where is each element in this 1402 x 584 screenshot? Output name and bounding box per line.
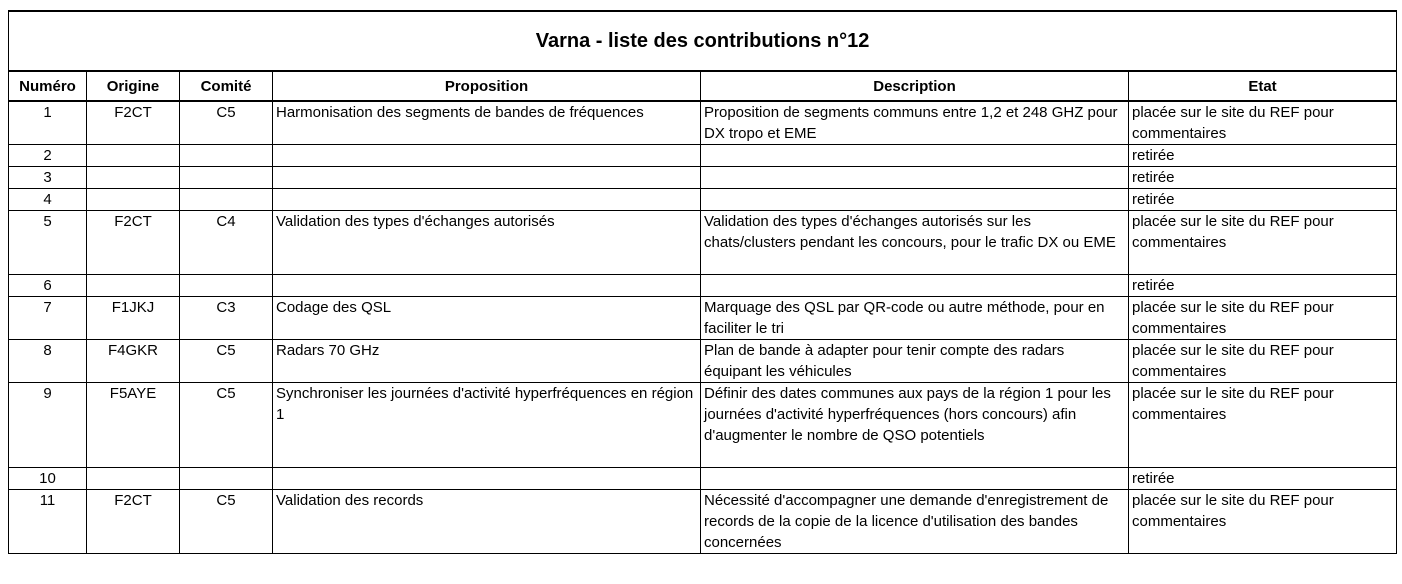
- cell-comite: C5: [180, 101, 273, 145]
- cell-comite: C4: [180, 211, 273, 275]
- cell-etat: retirée: [1129, 189, 1397, 211]
- cell-etat: placée sur le site du REF pour commentaires: [1129, 383, 1397, 468]
- cell-proposition: [273, 468, 701, 490]
- cell-origine: F2CT: [87, 211, 180, 275]
- cell-numero: 6: [9, 275, 87, 297]
- cell-origine: [87, 145, 180, 167]
- contributions-sheet: [8, 10, 1396, 554]
- cell-description: Définir des dates communes aux pays de la région 1 pour les journées d'activité hyperfréquences (hors concours) afin d'augmenter le nombre de QSO potentiels: [701, 383, 1129, 468]
- column-header-origine: Origine: [87, 71, 180, 101]
- column-header-proposition: Proposition: [273, 71, 701, 101]
- cell-numero: 1: [9, 101, 87, 145]
- cell-numero: 7: [9, 297, 87, 340]
- cell-comite: C5: [180, 490, 273, 554]
- cell-description: Marquage des QSL par QR-code ou autre méthode, pour en faciliter le tri: [701, 297, 1129, 340]
- column-header-comite: Comité: [180, 71, 273, 101]
- title-row: [9, 11, 1397, 71]
- column-header-numero: Numéro: [9, 71, 87, 101]
- cell-description: Nécessité d'accompagner une demande d'enregistrement de records de la copie de la licence d'utilisation des bandes concernées: [701, 490, 1129, 554]
- cell-etat: placée sur le site du REF pour commentaires: [1129, 101, 1397, 145]
- cell-origine: [87, 167, 180, 189]
- table-row: [9, 101, 1397, 145]
- table-row: [9, 490, 1397, 554]
- cell-origine: [87, 189, 180, 211]
- cell-origine: F5AYE: [87, 383, 180, 468]
- contributions-table: [8, 10, 1397, 554]
- cell-numero: 5: [9, 211, 87, 275]
- cell-proposition: Radars 70 GHz: [273, 340, 701, 383]
- table-title: Varna - liste des contributions n°12: [9, 11, 1397, 71]
- cell-numero: 8: [9, 340, 87, 383]
- cell-etat: placée sur le site du REF pour commentaires: [1129, 490, 1397, 554]
- cell-comite: [180, 189, 273, 211]
- cell-origine: F2CT: [87, 101, 180, 145]
- cell-proposition: Codage des QSL: [273, 297, 701, 340]
- cell-comite: [180, 145, 273, 167]
- cell-proposition: [273, 275, 701, 297]
- cell-origine: [87, 468, 180, 490]
- cell-numero: 2: [9, 145, 87, 167]
- cell-origine: F4GKR: [87, 340, 180, 383]
- cell-origine: [87, 275, 180, 297]
- cell-numero: 11: [9, 490, 87, 554]
- cell-proposition: Validation des types d'échanges autorisés: [273, 211, 701, 275]
- table-row: [9, 275, 1397, 297]
- cell-description: Proposition de segments communs entre 1,2 et 248 GHZ pour DX tropo et EME: [701, 101, 1129, 145]
- table-row: [9, 167, 1397, 189]
- cell-numero: 10: [9, 468, 87, 490]
- table-row: [9, 383, 1397, 468]
- cell-etat: retirée: [1129, 275, 1397, 297]
- cell-origine: F1JKJ: [87, 297, 180, 340]
- cell-etat: retirée: [1129, 468, 1397, 490]
- table-row: [9, 189, 1397, 211]
- table-row: [9, 297, 1397, 340]
- cell-comite: C3: [180, 297, 273, 340]
- header-row: [9, 71, 1397, 101]
- column-header-etat: Etat: [1129, 71, 1397, 101]
- cell-description: [701, 189, 1129, 211]
- cell-proposition: Synchroniser les journées d'activité hyperfréquences en région 1: [273, 383, 701, 468]
- table-row: [9, 145, 1397, 167]
- cell-description: [701, 145, 1129, 167]
- cell-description: Plan de bande à adapter pour tenir compte des radars équipant les véhicules: [701, 340, 1129, 383]
- cell-etat: retirée: [1129, 145, 1397, 167]
- cell-comite: C5: [180, 340, 273, 383]
- table-row: [9, 340, 1397, 383]
- cell-numero: 4: [9, 189, 87, 211]
- cell-numero: 3: [9, 167, 87, 189]
- cell-description: [701, 468, 1129, 490]
- cell-proposition: Harmonisation des segments de bandes de fréquences: [273, 101, 701, 145]
- cell-origine: F2CT: [87, 490, 180, 554]
- table-row: [9, 211, 1397, 275]
- cell-etat: retirée: [1129, 167, 1397, 189]
- cell-proposition: [273, 167, 701, 189]
- cell-comite: [180, 167, 273, 189]
- cell-proposition: [273, 189, 701, 211]
- cell-comite: [180, 468, 273, 490]
- cell-comite: C5: [180, 383, 273, 468]
- cell-comite: [180, 275, 273, 297]
- cell-proposition: [273, 145, 701, 167]
- cell-description: [701, 167, 1129, 189]
- cell-etat: placée sur le site du REF pour commentaires: [1129, 211, 1397, 275]
- cell-numero: 9: [9, 383, 87, 468]
- cell-proposition: Validation des records: [273, 490, 701, 554]
- table-row: [9, 468, 1397, 490]
- cell-etat: placée sur le site du REF pour commentaires: [1129, 340, 1397, 383]
- cell-description: [701, 275, 1129, 297]
- cell-etat: placée sur le site du REF pour commentaires: [1129, 297, 1397, 340]
- column-header-description: Description: [701, 71, 1129, 101]
- cell-description: Validation des types d'échanges autorisés sur les chats/clusters pendant les concours, pour le trafic DX ou EME: [701, 211, 1129, 275]
